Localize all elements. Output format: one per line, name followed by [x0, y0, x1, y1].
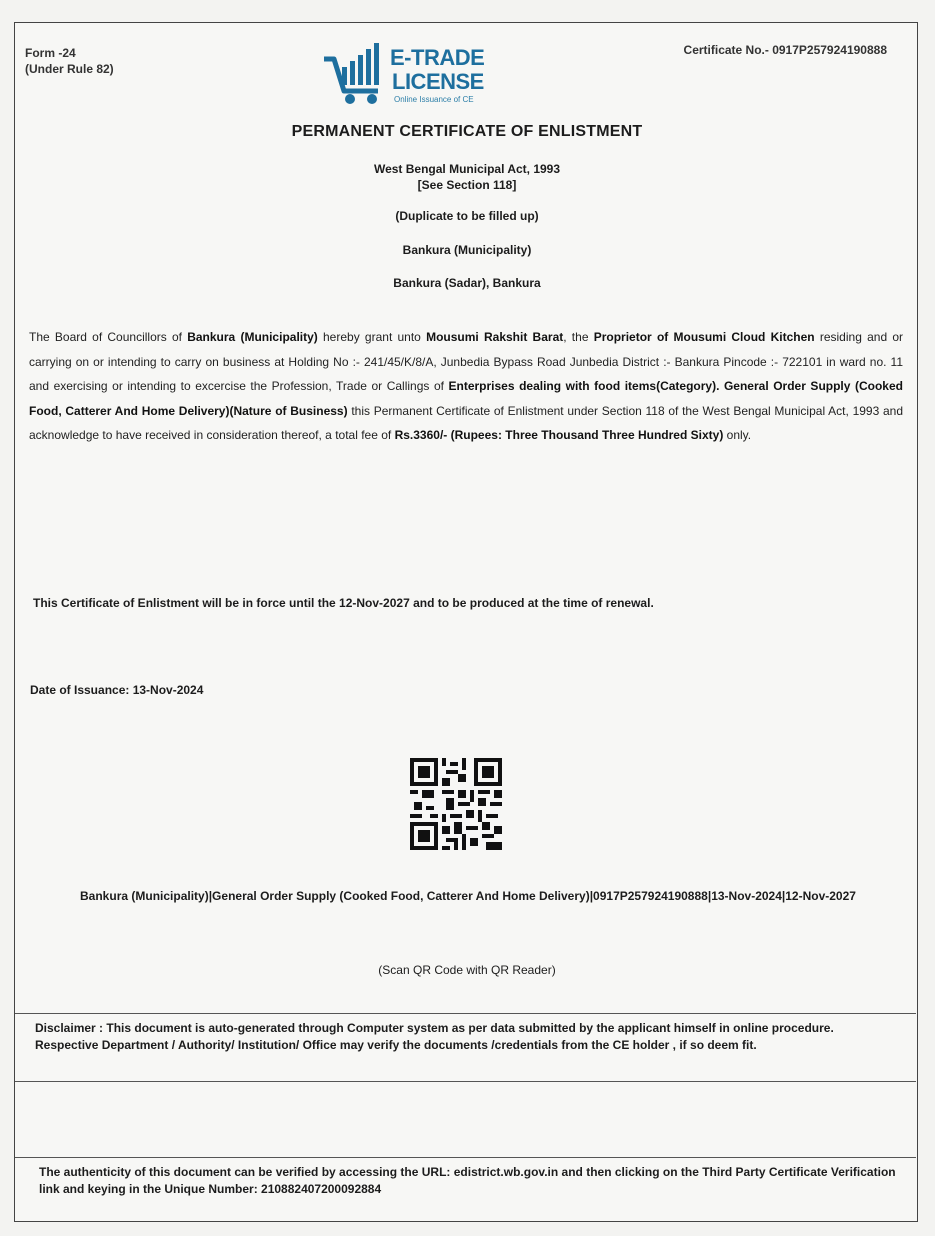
- verification-text: The authenticity of this document can be verified by accessing the URL: edistrict.wb.gov.in and then clicking on the Third Party Certificate Verification link and keying in the Unique Number: 210882407200092884: [39, 1165, 896, 1196]
- qr-code: [410, 758, 502, 850]
- body-bold-4: Enterprises dealing with food items(Category). General Order Supply (Cooked Food, Catterer And Home Delivery)(Nature of Business): [29, 379, 903, 418]
- body-text-4: residing and or carrying on or intending to carry on business at Holding No :- 241/45/K/8/A, Junbedia Bypass Road Junbedia District :- Bankura Pincode :- 722101 in ward no. 11 and exercising or intending to excercise the Profession, Trade or Callings of: [29, 330, 904, 393]
- form-number: [25, 45, 114, 77]
- body-bold-3: Proprietor of Mousumi Cloud Kitchen: [593, 330, 815, 344]
- etrade-license-logo: [320, 41, 520, 111]
- act-reference: [15, 161, 919, 193]
- blank-box: [15, 1081, 916, 1157]
- certificate-number: Certificate No.- 0917P257924190888: [683, 43, 887, 57]
- date-of-issuance: Date of Issuance: 13-Nov-2024: [30, 683, 204, 697]
- body-text-2: hereby grant unto: [317, 330, 427, 344]
- qr-summary-text: Bankura (Municipality)|General Order Supply (Cooked Food, Catterer And Home Delivery)|0917P257924190888|13-Nov-2024|12-Nov-2027: [80, 889, 856, 903]
- body-text-3: , the: [563, 330, 594, 344]
- municipality-name: Bankura (Municipality): [402, 243, 532, 257]
- form-line-2: (Under Rule 82): [25, 62, 114, 76]
- certificate-body: [29, 325, 903, 448]
- act-line-2: [See Section 118]: [417, 178, 517, 192]
- logo-line-1: E-TRADE: [390, 45, 485, 70]
- sadar-location: Bankura (Sadar), Bankura: [393, 276, 541, 290]
- duplicate-note: (Duplicate to be filled up): [395, 209, 539, 223]
- certificate-page: [14, 22, 918, 1222]
- logo-tagline: Online Issuance of CE: [394, 95, 474, 104]
- body-bold-1: Bankura (Municipality): [187, 330, 318, 344]
- body-bold-5: Rs.3360/- (Rupees: Three Thousand Three Hundred Sixty): [394, 428, 724, 442]
- logo-line-2: LICENSE: [392, 69, 484, 94]
- body-text-1: The Board of Councillors of: [29, 330, 188, 344]
- body-text-6: only.: [723, 428, 752, 442]
- disclaimer-box: [15, 1013, 916, 1081]
- scan-instruction: (Scan QR Code with QR Reader): [378, 963, 556, 977]
- form-line-1: Form -24: [25, 46, 76, 60]
- act-line-1: West Bengal Municipal Act, 1993: [373, 162, 561, 176]
- cart-icon: [320, 41, 390, 107]
- verification-box: [15, 1157, 916, 1223]
- disclaimer-text: Disclaimer : This document is auto-generated through Computer system as per data submitted by the applicant himself in online procedure. Respective Department / Authority/ Institution/ Office may verify the documents /credentials from the CE holder , if so deem fit.: [35, 1021, 834, 1052]
- certificate-title: PERMANENT CERTIFICATE OF ENLISTMENT: [291, 123, 643, 140]
- validity-statement: This Certificate of Enlistment will be in force until the 12-Nov-2027 and to be produced at the time of renewal.: [33, 596, 654, 610]
- body-bold-2: Mousumi Rakshit Barat: [426, 330, 564, 344]
- body-text-5: this Permanent Certificate of Enlistment under Section 118 of the West Bengal Municipal Act, 1993 and acknowledge to have received in consideration thereof, a total fee of: [29, 403, 904, 442]
